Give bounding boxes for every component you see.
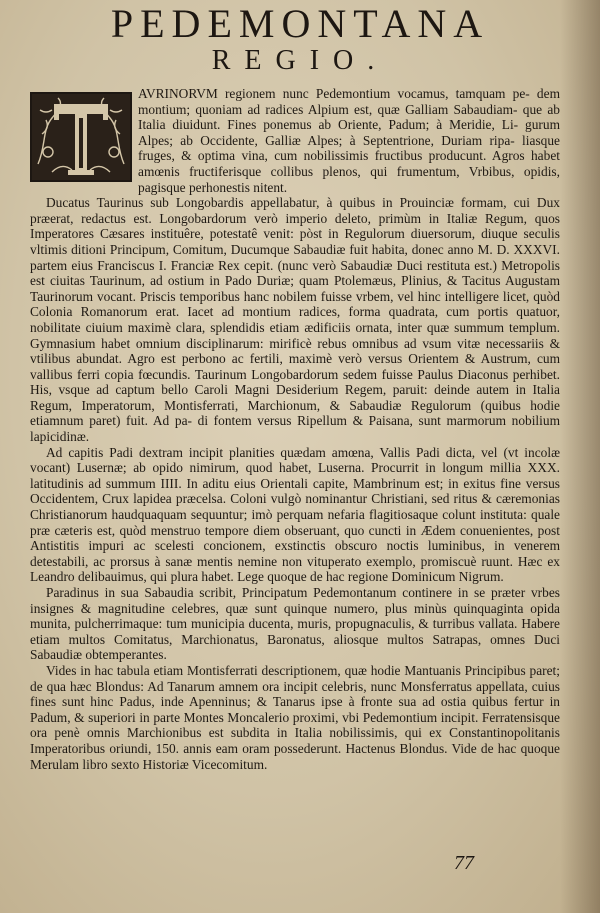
body-text — [30, 86, 560, 772]
page-title: PEDEMONTANA — [110, 1, 490, 46]
paragraph-3: Ad capitis Padi dextram incipit planities quædam amœna, Vallis Padi dicta, vel (vt incolæ vocant) Lusernæ; ab opido nimirum, quod habet, Luserna. Procurrit in longum millia XXX. latitudinis ad summum IIII. In aditu eius Orientali capite, Mambrinum est; in exitus fine versus Occidentem, Crux lapidea præcelsa. Coloni vulgò nominantur Christiani, sed ritus & cæremonias Christianorum haudquaquam sequuntur; imò perquam nefaria flagitiosaque colunt instituta: quale præ cæteris est, quòd menstruo tempore diem obseruant, quo cuncti in Ædem conuenientes, post Antistitis impuri ac scelesti concionem, exstinctis obscuro noctis luminibus, in venerem detestabili, ac prorsus à sanæ mentis nemine non vituperato exemplo, promiscuè ruunt. Hæc ex Leandro delibauimus, qui plura habet. Lege quoque de hac regione Dominicum Nigrum. — [30, 444, 560, 585]
page-number: 77 — [454, 852, 474, 874]
paragraph-5: Vides in hac tabula etiam Montisferrati descriptionem, quæ hodie Mantuanis Principibus paret; de qua hæc Blondus: Ad Tanarum amnem ora incipit celebris, nunc Monsferratus appellata, cuius fines sunt hinc Padus, inde Apenninus; & Tanarus ipse à fronte sua ad ostia quibus fertur in Padum, & superiori in parte Montes Moncalerio proximi, vbi Pedemontium incipit. Ferratensisque ora penè omnis Marchionibus est subdita in Italia nobilissimis, qui ex Constantinopolitanis Imperatoribus oriundi, 150. annis eam oram possederunt. Hactenus Blondus. Vide de hac quoque Merulam libro sexto Historiæ Vicecomitum. — [30, 662, 560, 772]
paragraph-2: Ducatus Taurinus sub Longobardis appellabatur, à quibus in Prouinciæ formam, cui Dux præerat, redactus est. Longobardorum verò imperio deleto, primùm in Italiæ Regum, quos Imperatores Cæsares instituêre, potestatê venit: pòst in Regulorum diuersorum, diuque seculis vltimis ditioni Principum, Comitum, Ducumque Sabaudiæ fuit habita, donec anno M. D. XXXVI. partem eius Franciscus I. Franciæ Rex cepit. (nunc verò Sabaudiæ Duci restituta est.) Metropolis est ciuitas Taurinum, ad ostium in Pado Duriæ; quam Ptolemæus, Plinius, & Tacitus Augustam Taurinorum vocant. Priscis temporibus hanc nobilem fuisse vrbem, vel hinc intelligere licet, quòd Colonia Romanorum erat. Iacet ad montium radices, forma quadrata, cum portis quatuor, nobilitate ciuium maximè clara, splendidis etiam ædificiis ornata, inter quæ summum templum. Gymnasium habet omnium disciplinarum: mirificè rebus omnibus ad vsum vitæ necessariis & vtilibus abundat. Agro est perbono ac fertili, maximè verò versus Orientem & Austrum, cum vallibus ferri copia fœcundis. Taurinum Longobardorum sedem fuisse Paulus Diaconus perhibet. His, vsque ad captum bello Caroli Magni Desiderium Regem, paruit: deinde autem in Italia Regum, Imperatorum, Montisferrati, Marchionum, & Sabaudiæ Regulorum (quibus hodie etiamnum paret) fuit. Ad pa- di fontem versus Ripellum & Paisana, sunt marmorum nobilium lapicidinæ. — [30, 195, 560, 445]
initial-space — [30, 86, 138, 182]
paragraph-4: Paradinus in sua Sabaudia scribit, Principatum Pedemontanum continere in se præter vrbes insignes & magnitudine celebres, quæ sunt quinque numero, plus minùs quinquaginta opida munita, pulcherrimaque: tum municipia ducenta, muris, propugnaculis, & turribus vallata. Habere etiam multos Comitatus, Marchionatus, Baronatus, aliosque multos Satrapas, omnes Duci Sabaudiæ obtemperantes. — [30, 585, 560, 663]
page-subtitle: REGIO. — [211, 45, 389, 76]
paragraph-1: AVRINORVM regionem nunc Pedemontium vocamus, tamquam pe- dem montium; quoniam ad radices Alpium est, quæ Galliam Sabaudiam- que ab Italia diuidunt. Fines ponemus ab Oriente, Padum; à Meridie, Li- gurum Alpes; ab Occidente, Galliæ Alpes; à Septentrione, Duriam ripa- liasque fruges, & optima vina, cum nobilissimis fructibus producunt. Agros habet amœnis fructiferisque collibus plenos, qui frumentum, Vrbibus, opidis, pagisque perhonestis nitent. — [138, 86, 560, 195]
